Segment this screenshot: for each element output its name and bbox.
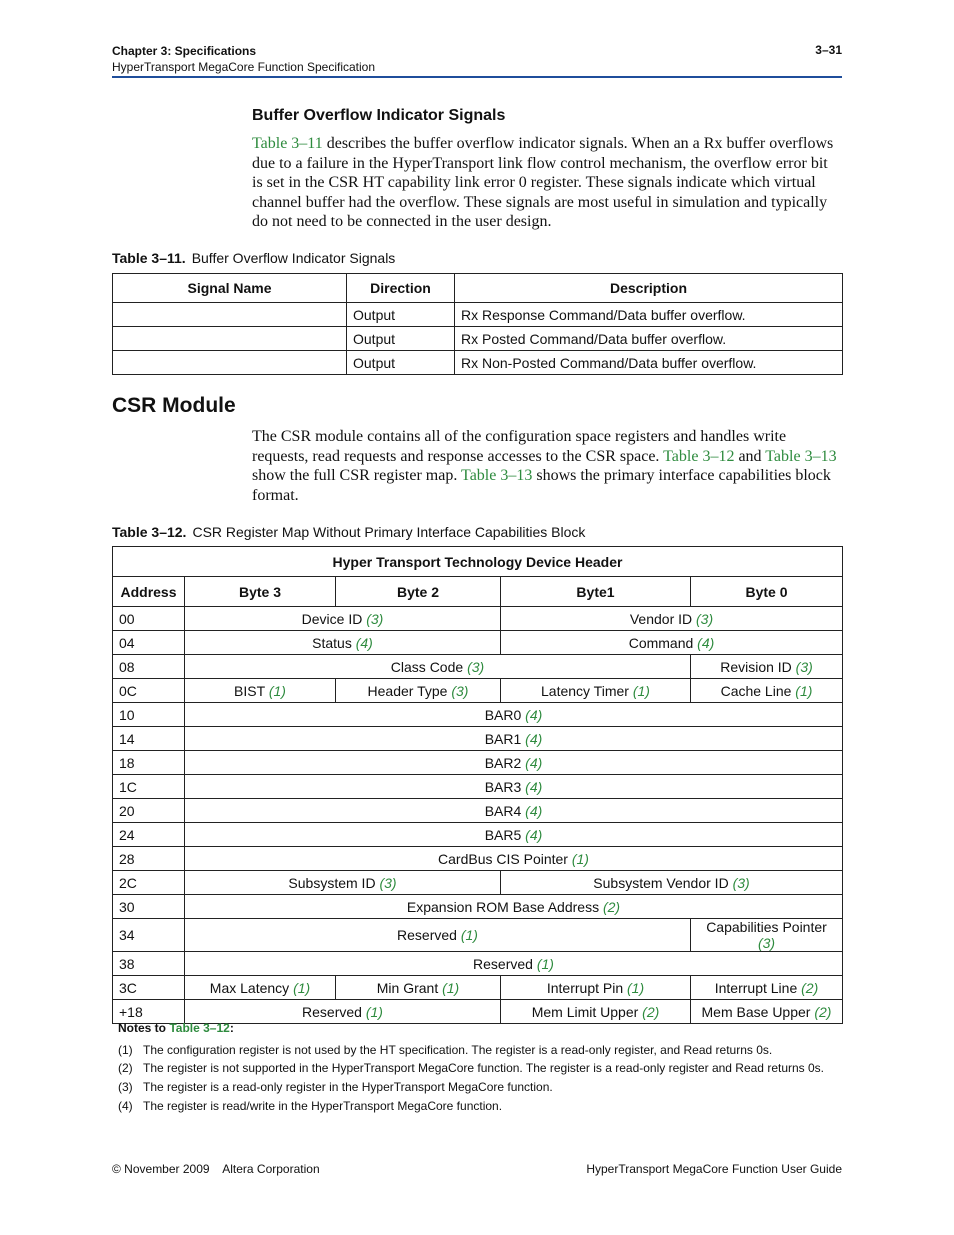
table-row [113,775,843,799]
buffer-overflow-table [112,273,843,375]
note-ref: (1) [293,979,311,996]
description-cell: Rx Posted Command/Data buffer overflow. [455,327,843,351]
column-header-byte3: Byte 3 [185,577,336,607]
column-header-address: Address [113,577,185,607]
note-ref: (2) [814,1003,832,1020]
table-row [113,847,843,871]
note-ref: (4) [525,754,543,771]
table-row [113,631,843,655]
address-cell: 04 [113,631,185,655]
register-cell: Capabilities Pointer (3) [691,919,843,952]
note-ref: (4) [697,634,715,651]
register-cell: BAR3 (4) [185,775,843,799]
table-row [113,1000,843,1024]
footer-guide-title: HyperTransport MegaCore Function User Guide [586,1162,842,1176]
note-item: (2) The register is not supported in the HyperTransport MegaCore function. The register is a read-only register and Read returns 0s. [118,1061,825,1075]
register-cell: Max Latency (1) [185,976,336,1000]
note-ref: (3) [732,874,750,891]
address-cell: 00 [113,607,185,631]
note-ref: (1) [460,927,478,943]
running-header [112,43,375,75]
caption-label: Table 3–11. [112,250,186,266]
note-ref: (2) [801,979,819,996]
register-cell: Interrupt Line (2) [691,976,843,1000]
document-subtitle: HyperTransport MegaCore Function Specification [112,60,376,74]
note-item: (3) The register is a read-only register in the HyperTransport MegaCore function. [118,1080,553,1094]
table-row [113,751,843,775]
paragraph-text: The CSR module contains all of the configuration space registers and handles write requests, read requests and response accesses to the CSR space. [252,428,787,465]
table-row [113,823,843,847]
address-cell: 20 [113,799,185,823]
paragraph-text: show the full CSR register map. [252,467,462,485]
caption-text: Buffer Overflow Indicator Signals [191,250,396,266]
note-ref: (2) [602,898,621,915]
note-ref: (1) [536,955,554,972]
table-row [113,303,843,327]
register-cell: Mem Limit Upper (2) [501,1000,691,1024]
register-cell: CardBus CIS Pointer (1) [185,847,843,871]
table-3-12-caption [112,524,585,540]
register-cell: BAR1 (4) [185,727,843,751]
direction-cell: Output [347,303,455,327]
table-row [113,727,843,751]
table-row [113,919,843,952]
table-3-11-link[interactable]: Table 3–11 [252,135,323,152]
register-cell: Interrupt Pin (1) [501,976,691,1000]
register-cell: Subsystem Vendor ID (3) [501,871,843,895]
register-cell: BAR5 (4) [185,823,843,847]
address-cell: 0C [113,679,185,703]
register-cell: Cache Line (1) [691,679,843,703]
register-cell: Revision ID (3) [691,655,843,679]
note-ref: (1) [571,850,589,867]
address-cell: +18 [113,1000,185,1024]
paragraph-text: describes the buffer overflow indicator signals. When an a Rx buffer overflows due to a failure in the HyperTransport link flow control mechanism, the overflow error bit is set in the CSR HT capability link error 0 register. These signals indicate which virtual channel buffer had the overflow. These signals are most useful in simulation and typically do not need to be connected in the user design. [252,135,834,231]
register-cell: BAR4 (4) [185,799,843,823]
note-ref: (3) [757,935,776,951]
note-ref: (4) [525,730,543,747]
note-ref: (1) [365,1003,383,1020]
footer-copyright: © November 2009 Altera Corporation [112,1162,320,1176]
address-cell: 24 [113,823,185,847]
chapter-title: Chapter 3: Specifications [112,44,257,58]
column-header-description: Description [455,274,843,303]
note-ref: (4) [525,826,543,843]
register-cell: Subsystem ID (3) [185,871,501,895]
note-item: (1) The configuration register is not used by the HT specification. The register is a read-only register, and Read returns 0s. [118,1043,773,1057]
register-cell: Header Type (3) [336,679,501,703]
description-cell: Rx Non-Posted Command/Data buffer overflow. [455,351,843,375]
signal-cell [113,327,347,351]
address-cell: 10 [113,703,185,727]
table-3-12-link[interactable]: Table 3–12 [663,447,735,465]
table-row [113,799,843,823]
register-cell: Reserved (1) [185,1000,501,1024]
table-row [113,655,843,679]
table-row [113,952,843,976]
note-ref: (3) [451,682,469,699]
note-ref: (4) [525,802,543,819]
register-cell: Latency Timer (1) [501,679,691,703]
address-cell: 2C [113,871,185,895]
register-cell: Mem Base Upper (2) [691,1000,843,1024]
page-number: 3–31 [815,43,842,57]
note-item: (4) The register is read/write in the HyperTransport MegaCore function. [118,1099,503,1113]
csr-module-paragraph [252,427,842,505]
direction-cell: Output [347,351,455,375]
note-ref: (2) [642,1003,660,1020]
table-row [113,871,843,895]
address-cell: 3C [113,976,185,1000]
section-heading-csr-module: CSR Module [112,394,236,417]
register-cell: Vendor ID (3) [501,607,843,631]
note-ref: (1) [632,682,650,699]
note-ref: (4) [525,778,543,795]
note-ref: (3) [379,874,397,891]
table-3-11-caption [112,250,395,266]
note-ref: (1) [795,682,813,699]
address-cell: 14 [113,727,185,751]
note-ref: (1) [268,682,286,699]
note-ref: (3) [366,610,384,627]
note-ref: (4) [525,706,543,723]
column-header-byte2: Byte 2 [336,577,501,607]
note-ref: (4) [355,634,373,651]
note-ref: (3) [696,610,714,627]
register-cell: BAR0 (4) [185,703,843,727]
note-ref: (1) [627,979,645,996]
table-3-13-link[interactable]: Table 3–13 [765,447,837,465]
note-ref: (3) [467,658,485,675]
register-cell: Class Code (3) [185,655,691,679]
register-cell: Status (4) [185,631,501,655]
register-cell: Min Grant (1) [336,976,501,1000]
caption-label: Table 3–12. [112,524,187,540]
notes-heading: Notes to Table 3–12: [118,1021,234,1035]
address-cell: 34 [113,919,185,952]
register-cell: BAR2 (4) [185,751,843,775]
register-cell: Expansion ROM Base Address (2) [185,895,843,919]
table-3-12-link[interactable]: Table 3–12 [169,1021,230,1035]
buffer-overflow-paragraph [252,134,842,232]
column-header-byte0: Byte 0 [691,577,843,607]
paragraph-text: shows the primary interface capabilities block format. [252,467,831,504]
direction-cell: Output [347,327,455,351]
register-cell: Reserved (1) [185,952,843,976]
address-cell: 1C [113,775,185,799]
table-row [113,607,843,631]
table-row [113,703,843,727]
column-header-direction: Direction [347,274,455,303]
address-cell: 08 [113,655,185,679]
note-ref: (3) [795,658,813,675]
section-heading-buffer-overflow: Buffer Overflow Indicator Signals [252,107,506,124]
register-cell: Command (4) [501,631,843,655]
signal-cell [113,303,347,327]
group-header: Hyper Transport Technology Device Header [113,547,843,577]
column-header-byte1: Byte1 [501,577,691,607]
header-rule [112,76,842,78]
table-row [113,679,843,703]
paragraph-text: and [734,447,766,465]
signal-cell [113,351,347,375]
register-cell: Device ID (3) [185,607,501,631]
address-cell: 28 [113,847,185,871]
register-cell: BIST (1) [185,679,336,703]
csr-register-map-table [112,546,843,1024]
note-ref: (1) [442,979,460,996]
description-cell: Rx Response Command/Data buffer overflow. [455,303,843,327]
address-cell: 30 [113,895,185,919]
table-row [113,351,843,375]
table-row [113,976,843,1000]
register-cell: Reserved (1) [185,919,691,952]
address-cell: 18 [113,751,185,775]
table-row [113,895,843,919]
table-row [113,327,843,351]
table-3-13-link[interactable]: Table 3–13 [461,467,533,485]
caption-text: CSR Register Map Without Primary Interface Capabilities Block [192,524,586,540]
address-cell: 38 [113,952,185,976]
column-header-signal-name: Signal Name [113,274,347,303]
